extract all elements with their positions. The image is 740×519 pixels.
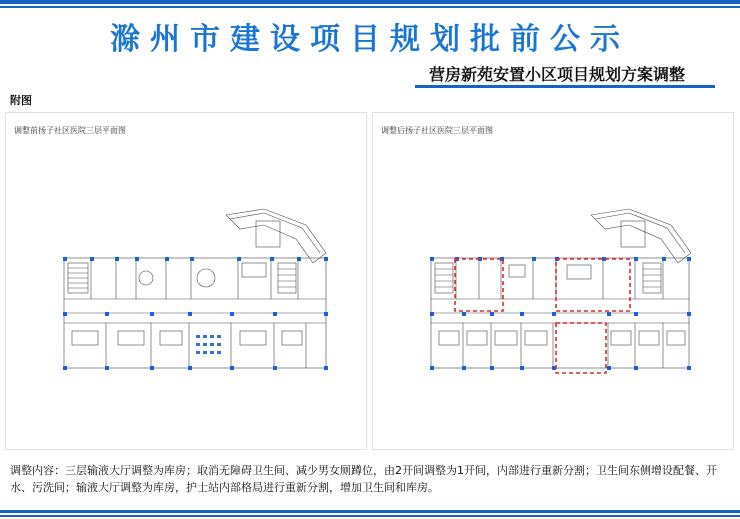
plan-caption-after: 调整后扬子社区医院三层平面图 bbox=[381, 126, 493, 135]
plan-panel-before bbox=[5, 112, 367, 450]
highlight-infusion-hall bbox=[556, 323, 606, 373]
floor-plan-after bbox=[373, 113, 733, 449]
subtitle-underline bbox=[415, 85, 715, 88]
adjustment-note: 调整内容：三层输液大厅调整为库房；取消无障碍卫生间、减少男女厕蹲位，由2开间调整为1开间，内部进行重新分割；卫生间东侧增设配餐、开水、污洗间；输液大厅调整为库房，护士站内部格局进行重新分割，增加卫生间和库房。 bbox=[10, 464, 717, 494]
top-rule bbox=[0, 0, 740, 4]
floor-plan-before bbox=[6, 113, 366, 449]
top-rule-thin bbox=[0, 6, 740, 8]
figure-label: 附图 bbox=[10, 94, 32, 107]
plan-panel-after bbox=[372, 112, 734, 450]
project-subtitle: 营房新苑安置小区项目规划方案调整 bbox=[428, 65, 685, 84]
page-title: 滁州市建设项目规划批前公示 bbox=[110, 22, 630, 57]
subtitle-block bbox=[415, 60, 715, 88]
bottom-rule-thin bbox=[0, 515, 740, 517]
bottom-rule bbox=[0, 510, 740, 513]
plan-caption-before: 调整前扬子社区医院三层平面图 bbox=[14, 126, 126, 135]
